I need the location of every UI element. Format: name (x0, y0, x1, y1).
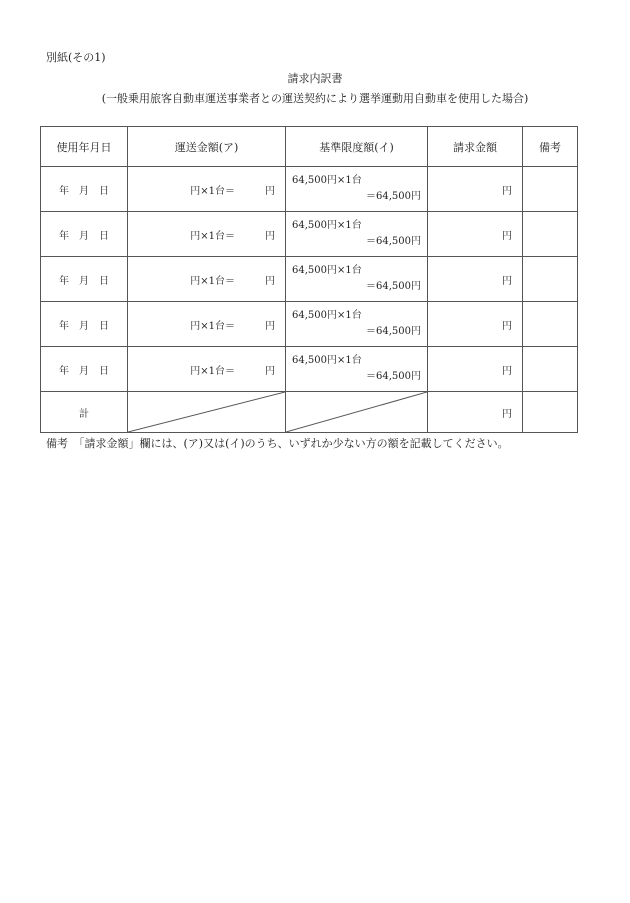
limit-line1: 64,500円×1台 (292, 175, 362, 186)
row-date: 年 月 日 (41, 347, 128, 392)
row-claim-amount: 円 (428, 257, 523, 302)
row-limit-amount (286, 302, 428, 347)
total-transport-blank (128, 392, 286, 433)
document-subtitle: (一般乗用旅客自動車運送事業者との運送契約により選挙運動用自動車を使用した場合) (101, 92, 529, 105)
row-date: 年 月 日 (41, 257, 128, 302)
limit-line1: 64,500円×1台 (292, 310, 362, 321)
row-date: 年 月 日 (41, 302, 128, 347)
total-label: 計 (41, 392, 128, 433)
limit-line2: ＝64,500円 (366, 191, 421, 202)
limit-line2: ＝64,500円 (366, 326, 421, 337)
row-remarks (523, 212, 578, 257)
header-transport-amount: 運送金額(ア) (128, 127, 286, 167)
limit-line1: 64,500円×1台 (292, 265, 362, 276)
limit-line1: 64,500円×1台 (292, 220, 362, 231)
header-date: 使用年月日 (41, 127, 128, 167)
table-row (41, 167, 578, 212)
header-remarks: 備考 (523, 127, 578, 167)
row-date: 年 月 日 (41, 167, 128, 212)
row-claim-amount: 円 (428, 302, 523, 347)
diagonal-line (286, 392, 427, 432)
row-transport-amount: 円×1台＝ 円 (128, 257, 286, 302)
attachment-label: 別紙(その1) (46, 51, 106, 64)
header-limit-amount: 基準限度額(イ) (286, 127, 428, 167)
total-row (41, 392, 578, 433)
total-remarks (523, 392, 578, 433)
table-row (41, 212, 578, 257)
document-body (40, 126, 580, 451)
document-title: 請求内訳書 (287, 72, 343, 85)
total-limit-blank (286, 392, 428, 433)
row-remarks (523, 302, 578, 347)
diagonal-line (128, 392, 285, 432)
row-remarks (523, 257, 578, 302)
row-claim-amount: 円 (428, 347, 523, 392)
claim-breakdown-table (40, 126, 578, 433)
limit-line2: ＝64,500円 (366, 281, 421, 292)
row-claim-amount: 円 (428, 212, 523, 257)
note-text: 備考 「請求金額」欄には、(ア)又は(イ)のうち、いずれか少ない方の額を記載してください。 (46, 437, 509, 450)
row-limit-amount (286, 212, 428, 257)
limit-line2: ＝64,500円 (366, 371, 421, 382)
row-limit-amount (286, 257, 428, 302)
row-date: 年 月 日 (41, 212, 128, 257)
table-header-row (41, 127, 578, 167)
header-claim-amount: 請求金額 (428, 127, 523, 167)
limit-line1: 64,500円×1台 (292, 355, 362, 366)
limit-line2: ＝64,500円 (366, 236, 421, 247)
table-row (41, 257, 578, 302)
row-transport-amount: 円×1台＝ 円 (128, 212, 286, 257)
row-transport-amount: 円×1台＝ 円 (128, 167, 286, 212)
row-remarks (523, 167, 578, 212)
row-claim-amount: 円 (428, 167, 523, 212)
row-limit-amount (286, 347, 428, 392)
row-limit-amount (286, 167, 428, 212)
row-transport-amount: 円×1台＝ 円 (128, 347, 286, 392)
table-row (41, 302, 578, 347)
table-row (41, 347, 578, 392)
row-transport-amount: 円×1台＝ 円 (128, 302, 286, 347)
total-claim: 円 (428, 392, 523, 433)
row-remarks (523, 347, 578, 392)
